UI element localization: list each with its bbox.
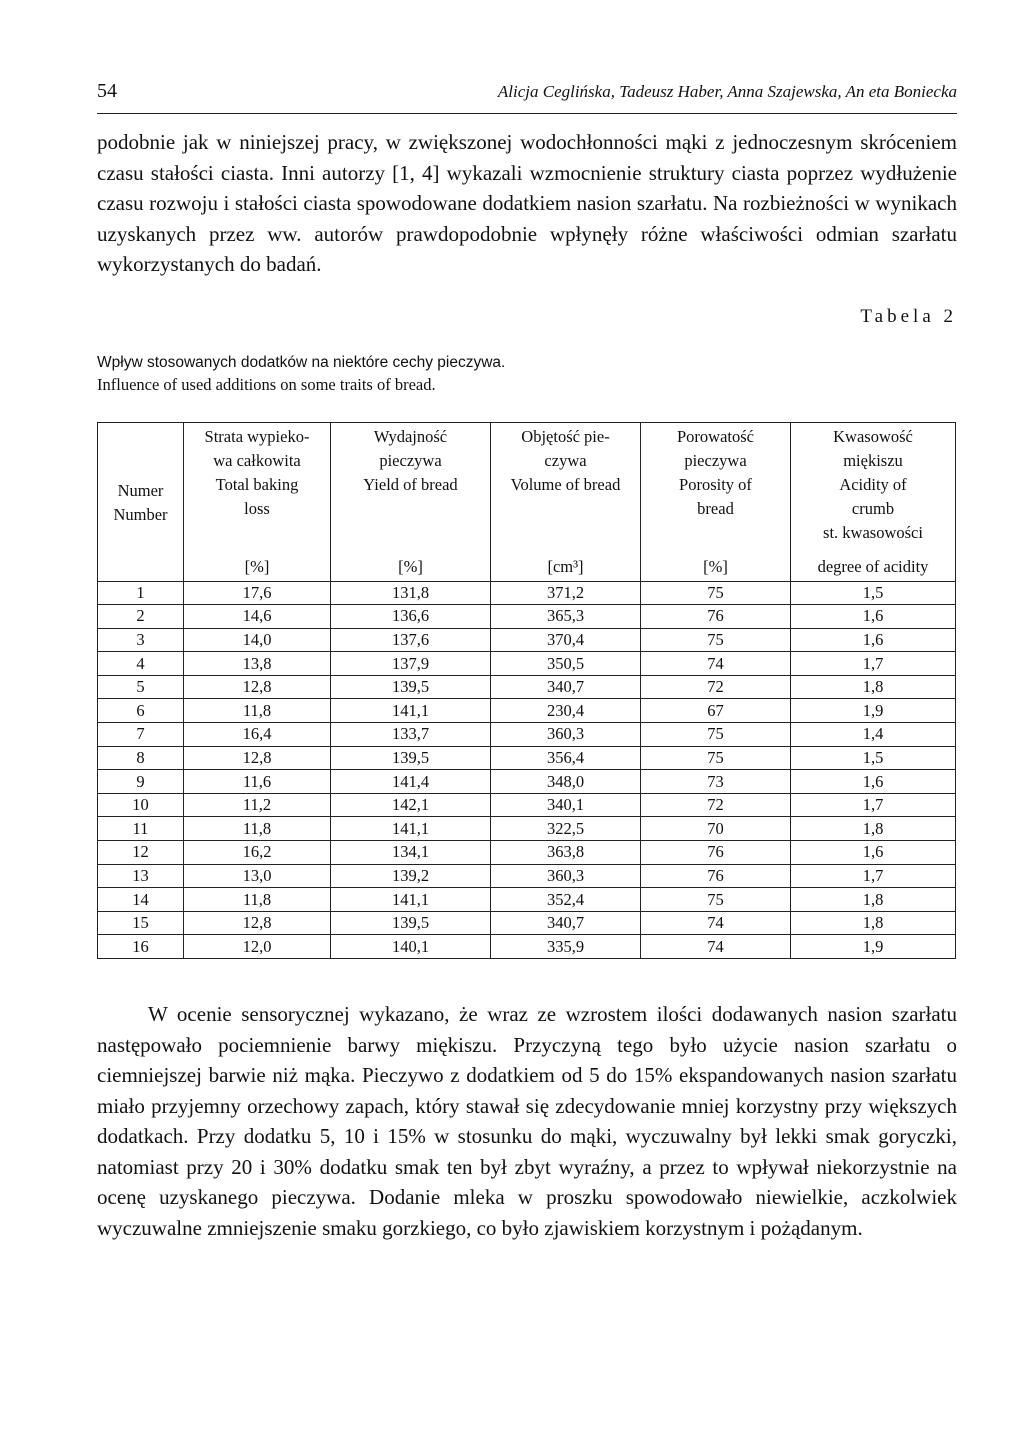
table-cell: 141,1 <box>331 888 491 912</box>
table-cell: 1,9 <box>791 935 956 959</box>
table-cell: 335,9 <box>491 935 641 959</box>
header-line: Porosity of <box>679 474 752 494</box>
table-cell: 2 <box>98 605 184 629</box>
table-cell: 72 <box>641 675 791 699</box>
table-cell: 13,0 <box>184 864 331 888</box>
table-cell: 14,6 <box>184 605 331 629</box>
table-cell: 1,9 <box>791 699 956 723</box>
table-cell: 370,4 <box>491 628 641 652</box>
table-cell: 1,7 <box>791 864 956 888</box>
table-cell: 75 <box>641 888 791 912</box>
table-cell: 11,8 <box>184 888 331 912</box>
table-cell: 13,8 <box>184 652 331 676</box>
header-line: pieczywa <box>379 450 442 470</box>
table-cell: 12,8 <box>184 746 331 770</box>
table-cell: 1,7 <box>791 793 956 817</box>
table-cell: 11,2 <box>184 793 331 817</box>
table-cell: 350,5 <box>491 652 641 676</box>
header-line: wa całkowita <box>213 450 301 470</box>
table-row <box>98 793 956 817</box>
data-table <box>97 422 956 960</box>
table-cell: 131,8 <box>331 581 491 605</box>
table-row <box>98 628 956 652</box>
header-line: Yield of bread <box>363 474 458 494</box>
table-cell: 1,6 <box>791 605 956 629</box>
table-cell: 139,5 <box>331 675 491 699</box>
header-line: Acidity of <box>839 474 907 494</box>
table-row <box>98 911 956 935</box>
table-cell: 1,6 <box>791 628 956 652</box>
table-cell: 352,4 <box>491 888 641 912</box>
table-cell: 140,1 <box>331 935 491 959</box>
table-row <box>98 864 956 888</box>
table-row <box>98 581 956 605</box>
table-row <box>98 675 956 699</box>
table-cell: 371,2 <box>491 581 641 605</box>
running-header <box>97 80 957 114</box>
table-cell: 141,1 <box>331 699 491 723</box>
header-unit: [cm³] <box>547 556 584 576</box>
header-line: Objętość pie- <box>521 426 610 446</box>
table-cell: 134,1 <box>331 841 491 865</box>
table-cell: 137,6 <box>331 628 491 652</box>
table-row <box>98 746 956 770</box>
table-cell: 348,0 <box>491 770 641 794</box>
table-cell: 1,6 <box>791 770 956 794</box>
table-cell: 74 <box>641 935 791 959</box>
table-cell: 356,4 <box>491 746 641 770</box>
table-cell: 1 <box>98 581 184 605</box>
table-cell: 7 <box>98 723 184 747</box>
table-cell: 1,4 <box>791 723 956 747</box>
table-cell: 15 <box>98 911 184 935</box>
table-cell: 12,0 <box>184 935 331 959</box>
table-cell: 340,1 <box>491 793 641 817</box>
table-row <box>98 935 956 959</box>
header-line: crumb <box>851 498 895 518</box>
table-cell: 72 <box>641 793 791 817</box>
table-cell: 1,6 <box>791 841 956 865</box>
table-cell: 1,8 <box>791 888 956 912</box>
table-cell: 76 <box>641 605 791 629</box>
table-cell: 74 <box>641 652 791 676</box>
table-cell: 11 <box>98 817 184 841</box>
table-row <box>98 888 956 912</box>
table-row <box>98 699 956 723</box>
table-cell: 70 <box>641 817 791 841</box>
column-header-5 <box>641 422 791 581</box>
table-cell: 11,8 <box>184 699 331 723</box>
table-row <box>98 817 956 841</box>
table-cell: 133,7 <box>331 723 491 747</box>
table-cell: 1,5 <box>791 581 956 605</box>
header-line: Total baking <box>215 474 299 494</box>
table-cell: 230,4 <box>491 699 641 723</box>
header-line: czywa <box>544 450 587 470</box>
table-cell: 12,8 <box>184 675 331 699</box>
table-row <box>98 770 956 794</box>
table-row <box>98 652 956 676</box>
paragraph-intro: podobnie jak w niniejszej pracy, w zwiększonej wodochłonności mąki z jednoczesnym skróceniem czasu stałości ciasta. Inni autorzy [1, 4] wykazali wzmocnienie struktury ciasta poprzez wydłużenie czasu rozwoju i stałości ciasta spowodowane dodatkiem nasion szarłatu. Na rozbieżności w wynikach uzyskanych przez ww. autorów prawdopodobnie wpłynęły różne właściwości odmian szarłatu wykorzystanych do badań. <box>97 130 957 276</box>
table-cell: 76 <box>641 841 791 865</box>
table-cell: 6 <box>98 699 184 723</box>
table-row <box>98 841 956 865</box>
table-cell: 11,6 <box>184 770 331 794</box>
header-line: Kwasowość <box>833 426 913 446</box>
table-cell: 363,8 <box>491 841 641 865</box>
paragraph-sensory: W ocenie sensorycznej wykazano, że wraz ze wzrostem ilości dodawanych nasion szarłatu następowało pociemnienie barwy miękiszu. Przyczyną tego było użycie nasion szarłatu o ciemniejszej barwie niż mąka. Pieczywo z dodatkiem od 5 do 15% ekspandowanych nasion szarłatu miało przyjemny orzechowy zapach, który stawał się zdecydowanie mniej korzystny przy większych dodatkach. Przy dodatku 5, 10 i 15% w stosunku do mąki, wyczuwalny był lekki smak goryczki, natomiast przy 20 i 30% dodatku smak ten był zbyt wyraźny, a przez to wpływał niekorzystnie na ocenę uzyskanego pieczywa. Dodanie mleka w proszku spowodowało niewielkie, aczkolwiek wyczuwalne zmniejszenie smaku gorzkiego, co było zjawiskiem korzystnym i pożądanym. <box>97 1002 957 1240</box>
table-cell: 1,8 <box>791 675 956 699</box>
page-number: 54 <box>97 80 117 102</box>
table-cell: 360,3 <box>491 723 641 747</box>
caption-english: Influence of used additions on some traits of bread. <box>97 374 436 394</box>
table-cell: 75 <box>641 723 791 747</box>
table-cell: 75 <box>641 581 791 605</box>
table-cell: 16,2 <box>184 841 331 865</box>
header-line: miękiszu <box>843 450 903 470</box>
table-cell: 14,0 <box>184 628 331 652</box>
header-line: Volume of bread <box>510 474 621 494</box>
caption-polish: Wpływ stosowanych dodatków na niektóre cechy pieczywa. <box>97 353 506 371</box>
header-line: pieczywa <box>684 450 747 470</box>
table-cell: 67 <box>641 699 791 723</box>
table-cell: 365,3 <box>491 605 641 629</box>
table-cell: 76 <box>641 864 791 888</box>
table-cell: 141,1 <box>331 817 491 841</box>
table-cell: 12 <box>98 841 184 865</box>
table-cell: 139,2 <box>331 864 491 888</box>
table-cell: 5 <box>98 675 184 699</box>
table-cell: 75 <box>641 746 791 770</box>
table-cell: 74 <box>641 911 791 935</box>
table-cell: 11,8 <box>184 817 331 841</box>
table-body <box>98 581 956 959</box>
authors-line: Alicja Ceglińska, Tadeusz Haber, Anna Szajewska, An eta Boniecka <box>497 82 957 101</box>
table-cell: 141,4 <box>331 770 491 794</box>
table-cell: 16,4 <box>184 723 331 747</box>
table-cell: 1,7 <box>791 652 956 676</box>
header-line: Numer <box>117 480 164 500</box>
table-cell: 75 <box>641 628 791 652</box>
header-line: loss <box>244 498 270 518</box>
column-header-1 <box>98 422 184 581</box>
header-line: bread <box>697 498 734 518</box>
table-caption <box>97 352 957 396</box>
table-cell: 9 <box>98 770 184 794</box>
table-row <box>98 605 956 629</box>
table-cell: 10 <box>98 793 184 817</box>
table-cell: 340,7 <box>491 911 641 935</box>
table-cell: 8 <box>98 746 184 770</box>
table-cell: 1,5 <box>791 746 956 770</box>
header-line: Strata wypieko- <box>204 426 310 446</box>
table-cell: 14 <box>98 888 184 912</box>
table-cell: 137,9 <box>331 652 491 676</box>
header-line: Number <box>113 504 168 524</box>
table-cell: 13 <box>98 864 184 888</box>
column-header-4 <box>491 422 641 581</box>
document-page <box>97 80 957 1243</box>
table-label: Tabela 2 <box>860 305 957 327</box>
table-cell: 340,7 <box>491 675 641 699</box>
header-unit: [%] <box>398 556 423 576</box>
column-header-6 <box>791 422 956 581</box>
column-header-2 <box>184 422 331 581</box>
table-cell: 1,8 <box>791 817 956 841</box>
header-line: Wydajność <box>373 426 448 446</box>
table-cell: 136,6 <box>331 605 491 629</box>
column-header-3 <box>331 422 491 581</box>
table-cell: 360,3 <box>491 864 641 888</box>
header-unit: [%] <box>244 556 270 576</box>
table-cell: 139,5 <box>331 911 491 935</box>
table-cell: 12,8 <box>184 911 331 935</box>
header-unit: [%] <box>703 556 728 576</box>
table-row <box>98 723 956 747</box>
table-cell: 1,8 <box>791 911 956 935</box>
table-cell: 17,6 <box>184 581 331 605</box>
table-cell: 3 <box>98 628 184 652</box>
table-cell: 139,5 <box>331 746 491 770</box>
header-line: Porowatość <box>677 426 754 446</box>
table-cell: 4 <box>98 652 184 676</box>
table-header-row <box>98 422 956 581</box>
table-cell: 322,5 <box>491 817 641 841</box>
table-cell: 142,1 <box>331 793 491 817</box>
header-unit: degree of acidity <box>817 556 929 576</box>
table-cell: 73 <box>641 770 791 794</box>
table-cell: 16 <box>98 935 184 959</box>
header-line: st. kwasowości <box>823 522 923 542</box>
